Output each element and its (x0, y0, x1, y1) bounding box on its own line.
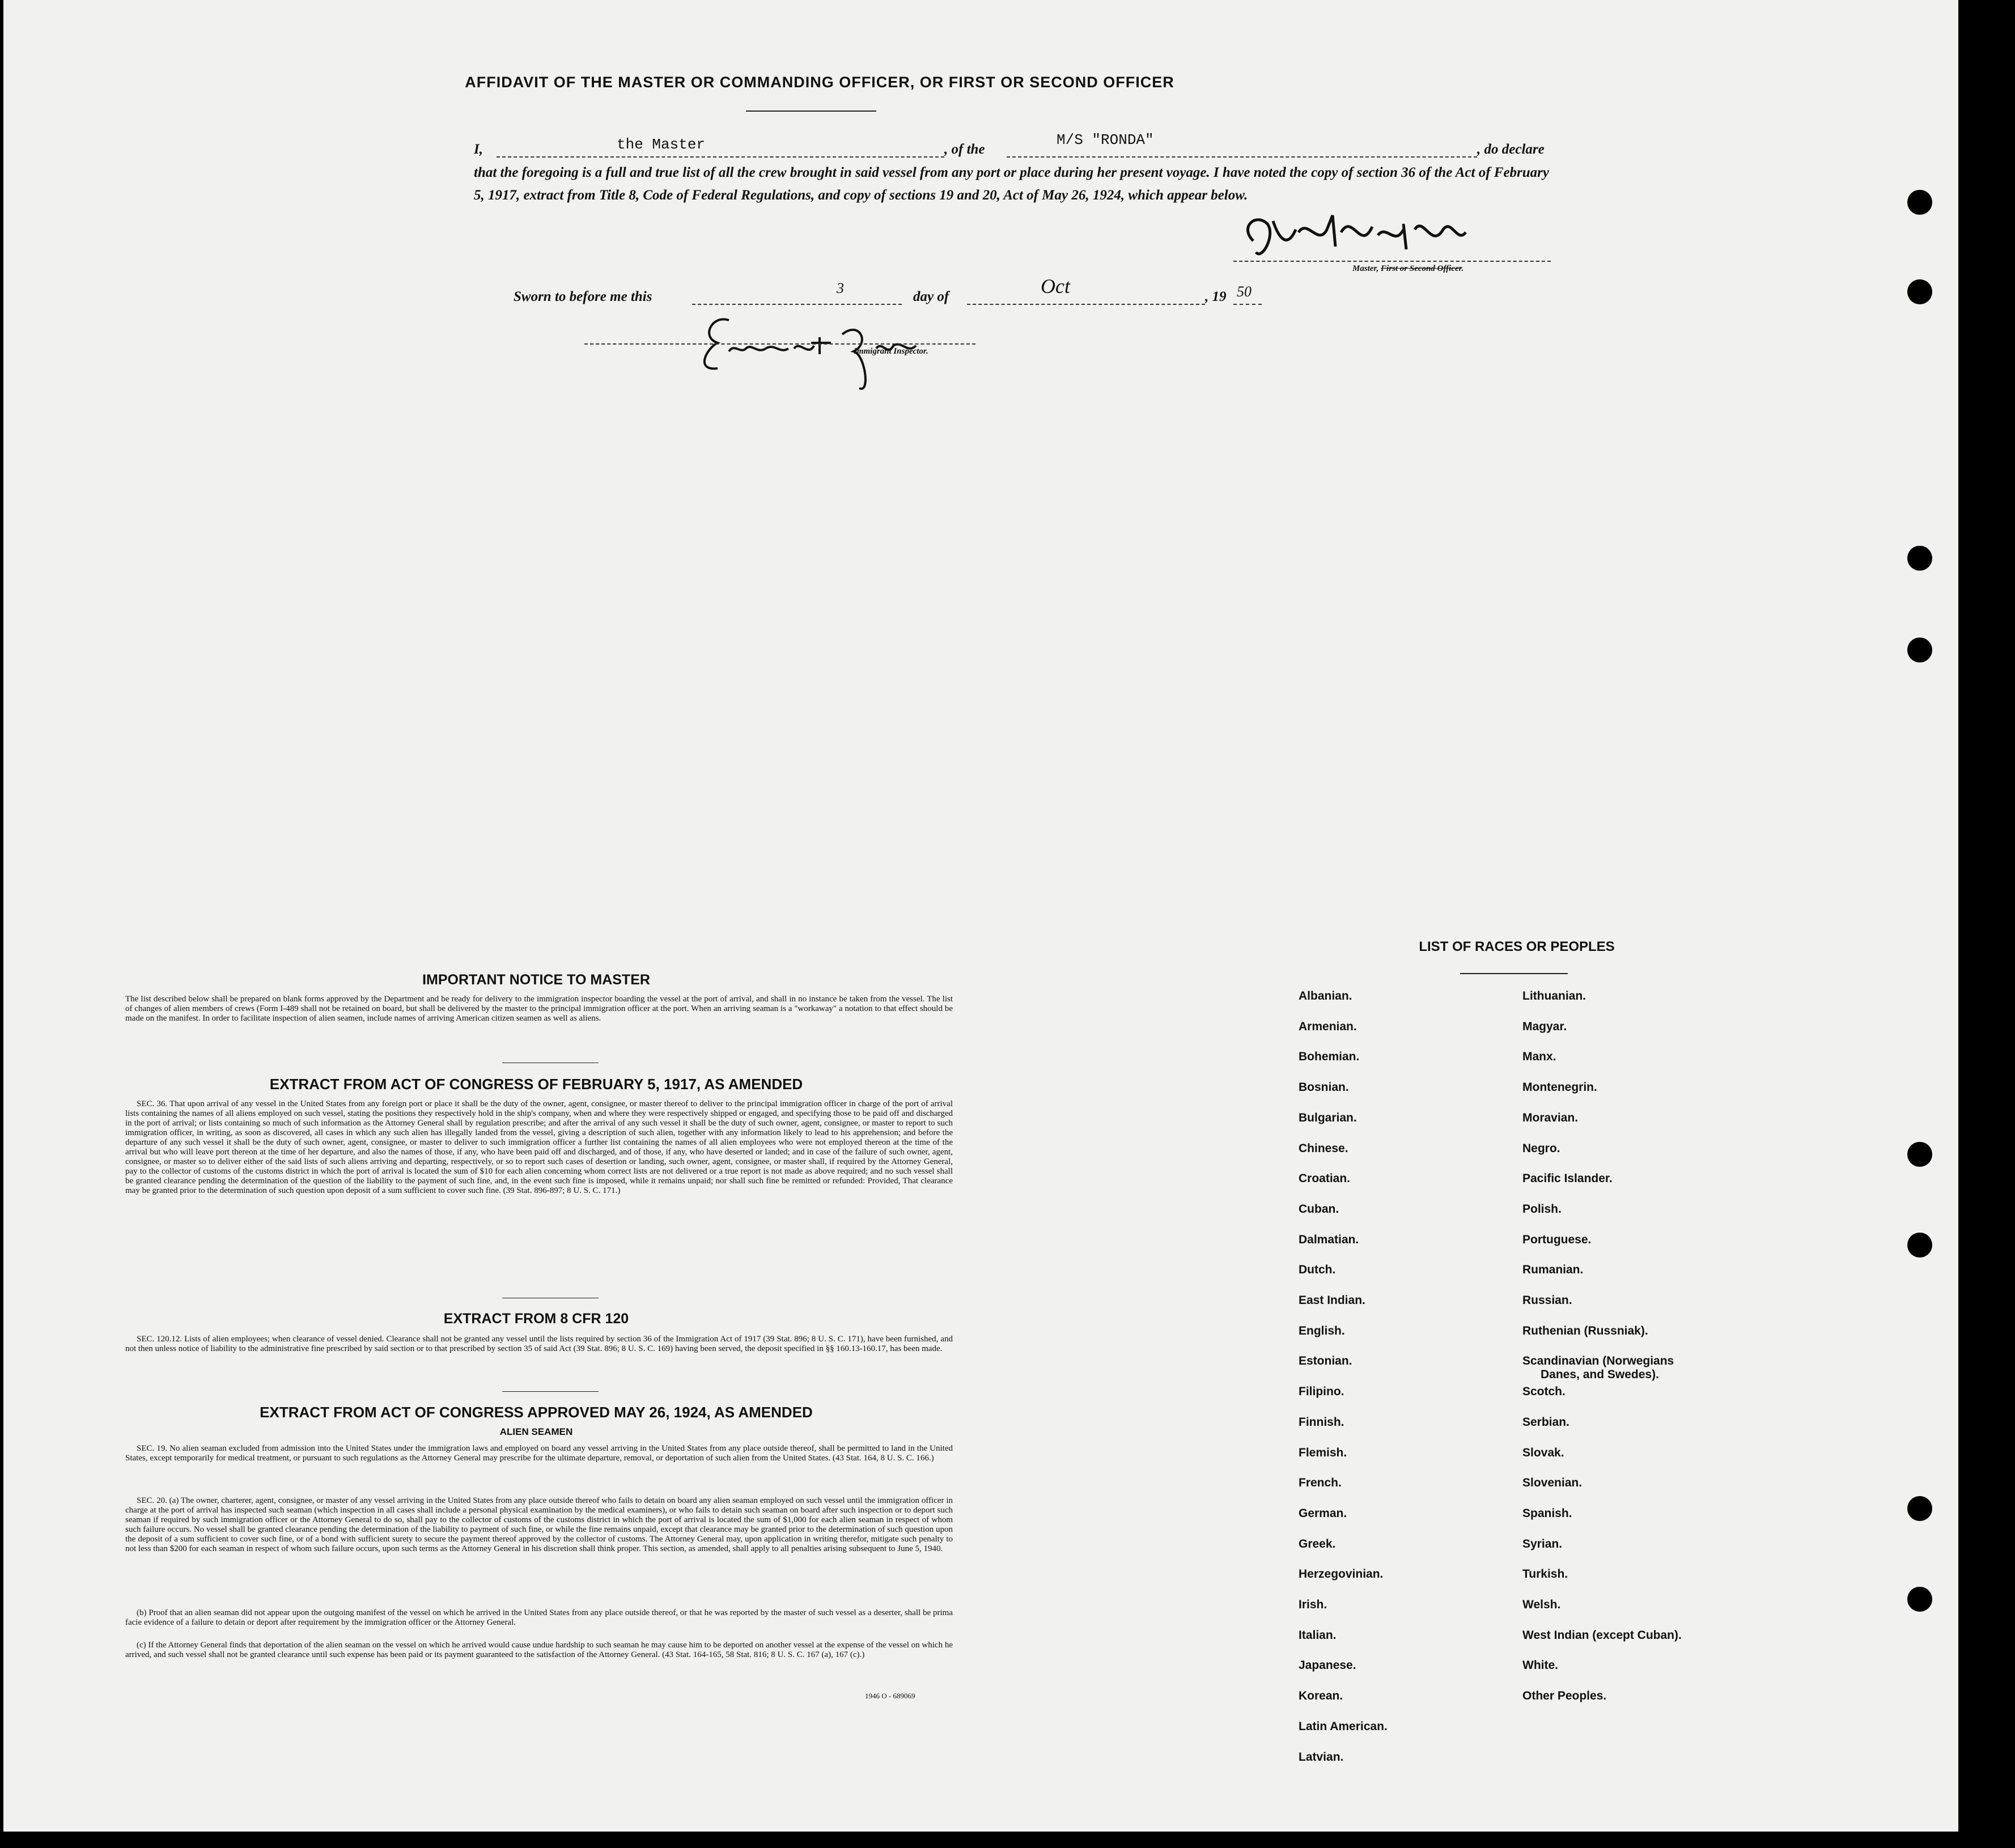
race-item: White. (1522, 1659, 1558, 1672)
punch-hole (1907, 1233, 1932, 1258)
master-signature-line (1233, 261, 1551, 262)
year-prefix-label: , 19 (1205, 289, 1227, 304)
race-item: Serbian. (1522, 1415, 1569, 1429)
declaration-text: that the foregoing is a full and true list of all the crew brought in said vessel from any port or place during her present voyage. I have noted the copy of section 36 of the Act of February 5, 1917, extract from Title 8, Code of Federal Regulations, and copy of sections 19 and 20, Act of May 26, 1924, which appear below. (474, 165, 1549, 203)
master-signature (1233, 207, 1483, 269)
master-label-a: Master, (1352, 264, 1381, 273)
race-item: Scandinavian (Norwegians (1522, 1354, 1674, 1368)
extract-1924-sec20b: (b) Proof that an alien seaman did not appear upon the outgoing manifest of the vessel on which he arrived in the United States from any place outside thereof, or that he was reported by the master of such vessel as a deserter, shall be prima facie evidence of a failure to detain or deport after requirement by the immigration officer or the Attorney General. (125, 1608, 953, 1627)
race-item: Irish. (1299, 1598, 1327, 1611)
i-label: I, (474, 142, 483, 157)
extract-1924-sec20a: SEC. 20. (a) The owner, charterer, agent, consignee, or master of any vessel arriving in the United States from any place outside thereof who fails to detain on board any alien seaman employed on such vessel until the immigration officer in charge at the port of arrival has inspected such seaman (which inspection in all cases shall include a personal physical examination by the medical examiners), or who fails to detain such seaman on board after such inspection or to deport such seaman if required by such immigration officer or the Attorney General to do so, shall pay to the collector of customs of the customs district in which the port of arrival is located the sum of $1,000 for each alien seaman in respect of whom such failure occurs. No vessel shall be granted clearance pending the determination of the liability to payment of such fine, or while the fine remains unpaid, except that clearance may be granted prior to the determination of such question upon the deposit of a sum sufficient to cover such fine, or of a bond with sufficient surety to secure the payment thereof approved by the collector of customs. The Attorney General may, upon application in writing therefor, mitigate such penalty to not less than $200 for each seaman in respect of whom such failure occurs, upon such terms as the Attorney General in his discretion shall think proper. This section, as amended, shall apply to all penalties arising subsequent to June 5, 1940. (125, 1496, 953, 1553)
master-label-end: . (1461, 264, 1464, 273)
day-of-label: day of (913, 289, 949, 304)
race-item: Syrian. (1522, 1537, 1563, 1550)
race-item: Armenian. (1299, 1019, 1357, 1033)
race-item: Welsh. (1522, 1598, 1561, 1611)
print-code: 1946 O - 689069 (865, 1692, 915, 1700)
race-item: Estonian. (1299, 1354, 1352, 1368)
punch-hole (1907, 1496, 1932, 1521)
extract-1924-sec19: SEC. 19. No alien seaman excluded from admission into the United States under the immigration laws and employed on board any vessel arriving in the United States from any place outside thereof, shall be permitted to land in the United States, except temporarily for medical treatment, or pursuant to such regulations as the Attorney General may prescribe for the ultimate departure, removal, or deportation of such alien from the United States. (43 Stat. 164, 8 U. S. C. 166.) (125, 1444, 953, 1463)
notice-text: The list described below shall be prepared on blank forms approved by the Department and be ready for delivery to the immigration inspector boarding the vessel at the port of arrival, and shall in no instance be taken from the vessel. The list of changes of alien members of crews (Form I-489 shall not be retained on board, but shall be delivered by the master to the principal immigration officer at the port. When an arriving seaman is a "workaway" a notation to that effect should be made on the manifest. In order to facilitate inspection of alien seamen, include names of arriving American citizen seamen as well as aliens. (125, 995, 953, 1023)
master-title-label (1352, 264, 1463, 274)
extract-cfr-heading: EXTRACT FROM 8 CFR 120 (443, 1311, 629, 1327)
race-item: English. (1299, 1324, 1345, 1337)
do-declare-label: , do declare (1477, 142, 1545, 157)
vessel-line (1007, 156, 1477, 158)
punch-hole (1907, 279, 1932, 304)
race-item: Portuguese. (1522, 1233, 1592, 1246)
race-item: Ruthenian (Russniak). (1522, 1324, 1648, 1337)
race-item: Dalmatian. (1299, 1233, 1359, 1246)
race-item: Spanish. (1522, 1506, 1572, 1520)
race-item: Herzegovinian. (1299, 1567, 1384, 1581)
race-item: Pacific Islander. (1522, 1172, 1613, 1186)
race-item: Manx. (1522, 1050, 1556, 1064)
race-item: French. (1299, 1476, 1342, 1490)
race-item: Greek. (1299, 1537, 1336, 1550)
race-item: Dutch. (1299, 1263, 1336, 1277)
extract-1917-text: SEC. 36. That upon arrival of any vessel in the United States from any foreign port or place it shall be the duty of the owner, agent, consignee, or master thereof to deliver to the principal immigration officer in charge of the port of arrival lists containing the names of all aliens employed on such vessel, stating the positions they respectively hold in the ship's company, when and where they were respectively shipped or engaged, and specifying those to be paid off and discharged in the port of arrival; or lists containing so much of such information as the Attorney General shall by regulation prescribe; and after the arrival of any such vessel it shall be the duty of such owner, agent, consignee, or master to report to such immigration officer, in writing, as soon as discovered, all cases in which any such alien has illegally landed from the vessel, giving a description of such alien, together with any information likely to lead to his apprehension; and before the departure of any such vessel it shall be the duty of such owner, agent, consignee, or master to deliver to such immigration officer a further list containing the names of all alien employees who were not employed thereon at the time of the arrival but who will leave port thereon at the time of her departure, and also the names of those, if any, who have been paid off and discharged, and of those, if any, who have deserted or landed; and in case of the failure of such owner, agent, consignee, or master so to deliver either of the said lists of such aliens arriving and departing, respectively, or so to report such cases of desertion or landing, such owner, agent, consignee, or master shall, if required by the Attorney General, pay to the collector of customs of the customs district in which the port of arrival is located the sum of $10 for each alien concerning whom correct lists are not delivered or a true report is not made as above required; and no such vessel shall be granted clearance pending the determination of the question of the liability to the payment of such fine, and, in the event such fine is imposed, while it remains unpaid; nor shall such fine be remitted or refunded: Provided, That clearance may be granted prior to the determination of such question upon deposit of a sum sufficient to cover such fine. (39 Stat. 896-897; 8 U. S. C. 171.) (125, 1099, 953, 1195)
race-item: Finnish. (1299, 1415, 1344, 1429)
extract-1924-subheading: ALIEN SEAMEN (499, 1426, 573, 1437)
sworn-day-value: 3 (837, 280, 844, 296)
punch-hole (1907, 546, 1932, 571)
inspector-label: Immigrant Inspector. (854, 347, 928, 356)
inspector-signature-line (584, 343, 975, 345)
race-item: Cuban. (1299, 1202, 1339, 1216)
race-item: Russian. (1522, 1294, 1572, 1307)
race-item: Magyar. (1522, 1019, 1567, 1033)
race-item: Scotch. (1522, 1385, 1566, 1399)
declarant-value: the Master (617, 136, 706, 153)
race-item: Italian. (1299, 1628, 1337, 1642)
race-item: Flemish. (1299, 1446, 1347, 1459)
punch-hole (1907, 1142, 1932, 1167)
race-item: Albanian. (1299, 989, 1352, 1002)
extract-cfr-rule (502, 1391, 599, 1392)
sworn-month-value: Oct (1041, 275, 1070, 298)
sworn-month-line (967, 304, 1205, 305)
sworn-day-line (692, 304, 902, 305)
race-item: Latvian. (1299, 1750, 1344, 1764)
extract-1924-heading: EXTRACT FROM ACT OF CONGRESS APPROVED MAY 26, 1924, AS AMENDED (260, 1404, 813, 1421)
race-item: Bosnian. (1299, 1081, 1349, 1094)
race-item: Lithuanian. (1522, 989, 1586, 1002)
race-item: Bohemian. (1299, 1050, 1360, 1064)
sworn-year-value: 50 (1237, 283, 1252, 300)
race-item: Latin American. (1299, 1719, 1388, 1733)
document-page (3, 0, 1959, 1832)
race-item: Turkish. (1522, 1567, 1568, 1581)
vessel-value: M/S "RONDA" (1057, 131, 1154, 148)
declarant-line (497, 156, 944, 158)
race-item: Bulgarian. (1299, 1111, 1357, 1124)
race-item: West Indian (except Cuban). (1522, 1628, 1682, 1642)
punch-hole (1907, 190, 1932, 215)
extract-1924-sec20c: (c) If the Attorney General finds that deportation of the alien seaman on the vessel on which he arrived would cause undue hardship to such seaman he may cause him to be deported on another vessel at the expense of the vessel on which he arrived, and such vessel shall not be granted clearance until such expense has been paid or its payment guaranteed to the satisfaction of the Attorney General. (43 Stat. 164-165, 58 Stat. 816; 8 U. S. C. 167 (a), 167 (c).) (125, 1641, 953, 1659)
race-item: Rumanian. (1522, 1263, 1584, 1277)
race-item: German. (1299, 1506, 1347, 1520)
race-item: Slovenian. (1522, 1476, 1583, 1490)
punch-hole (1907, 1587, 1932, 1612)
races-heading: LIST OF RACES OR PEOPLES (1419, 939, 1615, 954)
race-item: Slovak. (1522, 1446, 1564, 1459)
race-item: Danes, and Swedes). (1541, 1368, 1659, 1382)
race-item: Chinese. (1299, 1141, 1348, 1155)
race-item: East Indian. (1299, 1294, 1365, 1307)
race-item: Montenegrin. (1522, 1081, 1597, 1094)
extract-cfr-text: SEC. 120.12. Lists of alien employees; when clearance of vessel denied. Clearance shall not be granted any vessel until the lists required by section 36 of the Immigration Act of 1917 (39 Stat. 896; 8 U. S. C. 171), have been furnished, and not then unless notice of liability to the administrative fine prescribed by said section or to that prescribed by section 35 of said Act (39 Stat. 896; 8 U. S. C. 169) having been served, the deposit specified in §§ 160.13-160.17, has been made. (125, 1335, 953, 1353)
race-item: Negro. (1522, 1141, 1560, 1155)
notice-heading: IMPORTANT NOTICE TO MASTER (422, 972, 650, 988)
race-item: Other Peoples. (1522, 1689, 1607, 1703)
race-item: Korean. (1299, 1689, 1343, 1703)
of-the-label: , of the (944, 142, 985, 157)
race-item: Polish. (1522, 1202, 1562, 1216)
binding-margin (1958, 0, 2015, 1848)
race-item: Japanese. (1299, 1659, 1356, 1672)
races-rule (1460, 973, 1568, 974)
sworn-label: Sworn to before me this (514, 289, 652, 304)
master-label-struck: First or Second Officer (1381, 264, 1462, 273)
race-item: Moravian. (1522, 1111, 1579, 1124)
sworn-year-line (1233, 304, 1262, 305)
affidavit-title: AFFIDAVIT OF THE MASTER OR COMMANDING OFFICER, OR FIRST OR SECOND OFFICER (465, 74, 1174, 91)
race-item: Croatian. (1299, 1172, 1351, 1186)
punch-hole (1907, 638, 1932, 662)
extract-1917-heading: EXTRACT FROM ACT OF CONGRESS OF FEBRUARY 5, 1917, AS AMENDED (269, 1076, 803, 1093)
race-item: Filipino. (1299, 1385, 1344, 1399)
title-rule (746, 111, 876, 112)
